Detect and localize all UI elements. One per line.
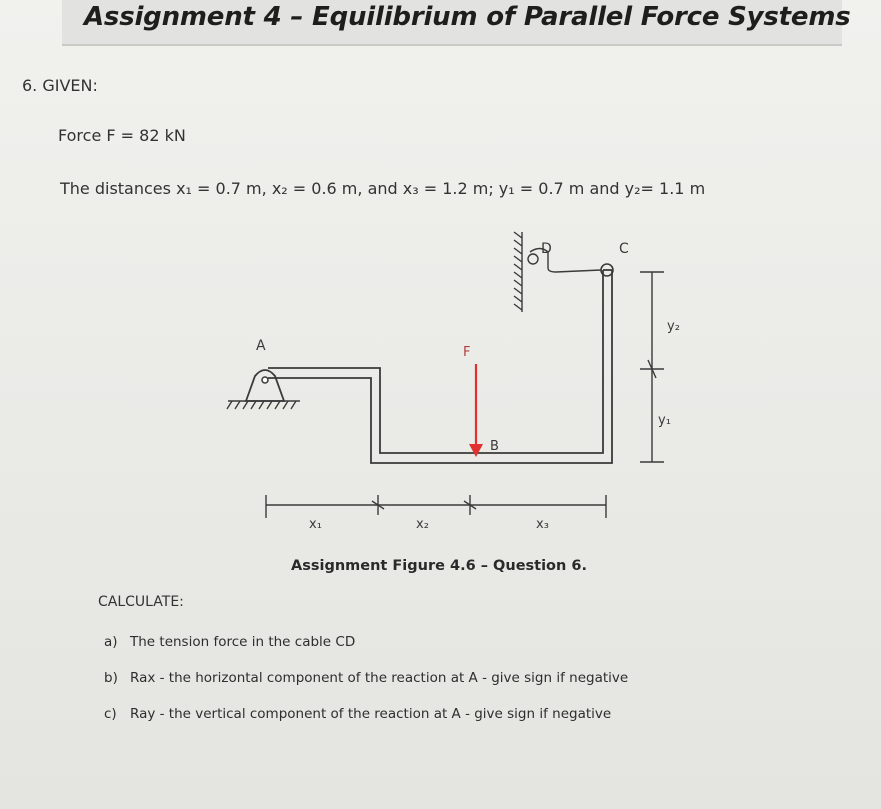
- list-item: [104, 634, 628, 670]
- label-d: D: [541, 241, 552, 257]
- item-label: c): [104, 706, 117, 722]
- question-number: 6. GIVEN:: [22, 76, 98, 95]
- given-distances: The distances x₁ = 0.7 m, x₂ = 0.6 m, and x₃ = 1.2 m; y₁ = 0.7 m and y₂= 1.1 m: [60, 179, 706, 198]
- calculate-list: [104, 634, 628, 742]
- pin-a: [262, 377, 268, 383]
- wall-support-d: [514, 232, 522, 312]
- frame-diagram: [0, 220, 881, 560]
- ground-hatching-a: [227, 401, 300, 409]
- item-label: b): [104, 670, 118, 686]
- label-x3: x₃: [536, 517, 549, 532]
- item-text: Rax - the horizontal component of the reaction at A - give sign if negative: [130, 670, 629, 686]
- label-x2: x₂: [416, 517, 429, 532]
- figure-caption: Assignment Figure 4.6 – Question 6.: [291, 558, 587, 574]
- label-y1: y₁: [658, 413, 671, 428]
- page-title: Assignment 4 – Equilibrium of Parallel Force Systems: [84, 2, 851, 32]
- label-y2: y₂: [667, 319, 680, 334]
- list-item: [104, 706, 628, 742]
- label-c: C: [619, 241, 629, 257]
- label-x1: x₁: [309, 517, 322, 532]
- label-b: B: [490, 439, 499, 454]
- force-arrow-f: [469, 364, 483, 457]
- dimension-x: [266, 495, 606, 518]
- label-f: F: [463, 345, 471, 360]
- dimension-y: [640, 272, 664, 462]
- item-text: Ray - the vertical component of the reaction at A - give sign if negative: [130, 706, 612, 722]
- frame-member: [268, 270, 612, 463]
- list-item: [104, 670, 628, 706]
- given-force: Force F = 82 kN: [58, 126, 186, 145]
- label-a: A: [256, 338, 266, 354]
- calculate-heading: CALCULATE:: [98, 594, 184, 610]
- item-text: The tension force in the cable CD: [130, 634, 356, 650]
- pin-support-a: [246, 370, 284, 401]
- item-label: a): [104, 634, 118, 650]
- pin-d: [528, 254, 538, 264]
